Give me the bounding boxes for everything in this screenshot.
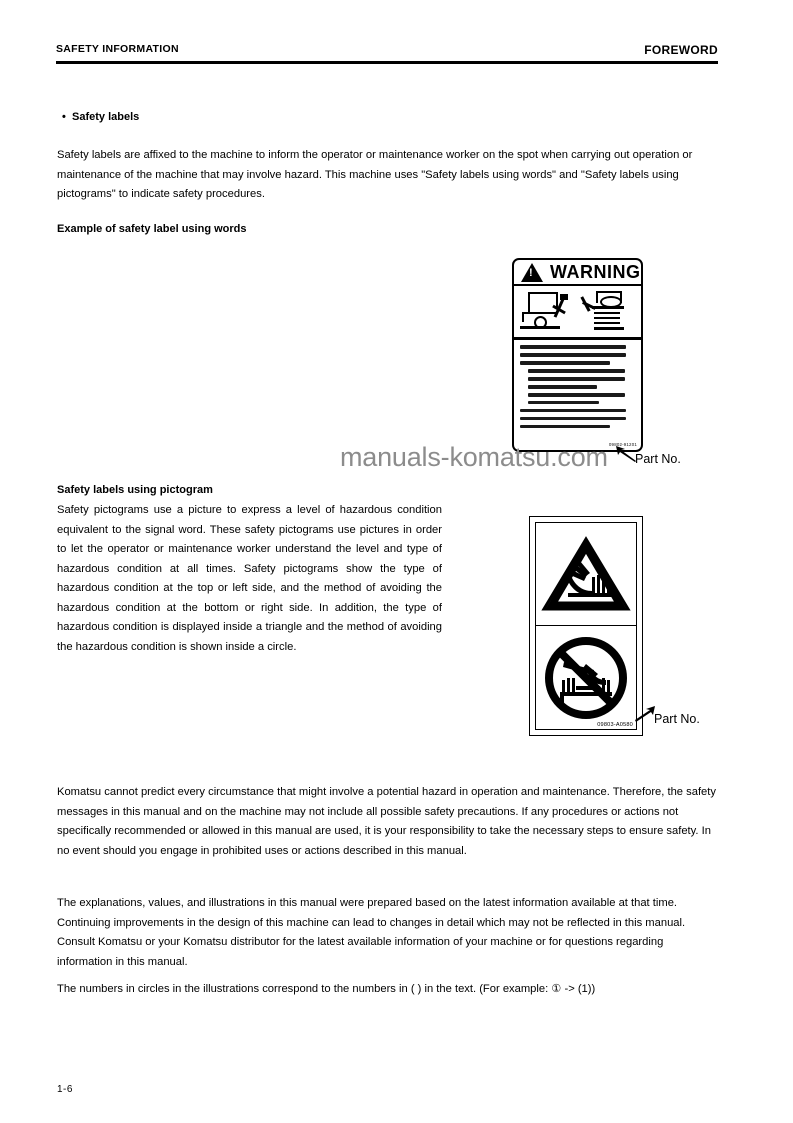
header-rule <box>56 61 718 64</box>
machine-hazard-icon-right <box>578 286 642 337</box>
paragraph-explanations: The explanations, values, and illustrations in this manual were prepared based on the latest information available at that time. Continuing improvements in the design of this machine can lead to changes in detail which may not be reflected in this manual. Consult Komatsu or your Komatsu distributor for the latest available information of your machine or for questions regarding information in this manual. <box>57 897 686 968</box>
paragraph-circled-numbers: The numbers in circles in the illustrations correspond to the numbers in ( ) in the text. (For example: ① -> (1)) <box>57 983 596 995</box>
pictogram-hazard-panel <box>536 523 636 626</box>
pictogram-label-part-number: 09803-A0580 <box>597 722 633 728</box>
header-chapter-title: FOREWORD <box>644 43 718 57</box>
bullet-dot-icon: • <box>62 111 66 123</box>
machine-hazard-icon-left <box>514 286 578 337</box>
warning-signal-word: WARNING <box>550 261 641 282</box>
pictogram-label-inner-border <box>535 522 637 730</box>
pictogram-label-graphic <box>529 516 643 736</box>
fine-print-line <box>520 361 610 365</box>
fine-print-line <box>520 409 626 413</box>
hazard-triangle-icon <box>540 533 632 615</box>
header-section-title: SAFETY INFORMATION <box>56 43 179 55</box>
warning-pictogram-panel <box>514 286 641 340</box>
warning-triangle-icon <box>521 263 543 282</box>
fine-print-line <box>528 369 625 373</box>
fine-print-line <box>528 385 597 389</box>
fine-print-line <box>528 377 625 381</box>
prohibition-circle-icon <box>542 634 630 722</box>
part-no-arrow-words-icon <box>615 446 637 462</box>
page-header <box>56 43 718 67</box>
part-no-arrow-pictogram-icon <box>634 706 656 722</box>
fine-print-line <box>528 393 625 397</box>
paragraph-komatsu-disclaimer: Komatsu cannot predict every circumstance that might involve a potential hazard in operation and maintenance. Therefore, the safety messages in this manual and on the machine may not include all possible safety precautions. If any procedures or actions not specifically recommended or allowed in this manual are used, it is your responsibility to take the necessary steps to ensure safety. In no event should you engage in prohibited uses or actions described in this manual. <box>57 786 716 857</box>
fine-print-line <box>520 425 610 429</box>
paragraph-intro: Safety labels are affixed to the machine to inform the operator or maintenance worker on the spot when carrying out operation or maintenance of the machine that may involve hazard. This machine uses "Safety labels using words" and "Safety labels using pictograms" to indicate safety procedures. <box>57 149 693 200</box>
fine-print-line <box>520 345 626 349</box>
paragraph-pictogram: Safety pictograms use a picture to express a level of hazardous condition equivalent to the signal word. These safety pictograms use pictures in order to let the operator or maintenance worker understand the level and type of hazardous condition at all times. Safety pictograms show the type of hazardous condition at the top or left side, and the method of avoiding the hazardous condition at the bottom or right side. In addition, the type of hazardous condition is displayed inside a triangle and the method of avoiding the hazardous condition is shown inside a circle. <box>57 504 442 653</box>
callout-part-no-words: Part No. <box>635 452 681 466</box>
watermark: manuals-komatsu.com <box>340 442 608 472</box>
heading-pictogram-labels: Safety labels using pictogram <box>57 484 213 496</box>
bullet-heading-label: Safety labels <box>72 111 140 123</box>
warning-label-part-number: 09802-91201 <box>608 442 637 447</box>
callout-part-no-pictogram: Part No. <box>654 712 700 726</box>
page-footer-number: 1-6 <box>57 1084 73 1095</box>
bullet-heading-safety-labels <box>62 111 139 123</box>
fine-print-line <box>520 417 626 421</box>
heading-example-words: Example of safety label using words <box>57 223 247 235</box>
fine-print-line <box>528 401 599 405</box>
warning-label-graphic <box>512 258 643 452</box>
warning-label-header <box>514 260 641 286</box>
fine-print-line <box>520 353 626 357</box>
pictogram-prohibition-panel <box>536 626 636 729</box>
warning-fine-print <box>514 340 641 428</box>
